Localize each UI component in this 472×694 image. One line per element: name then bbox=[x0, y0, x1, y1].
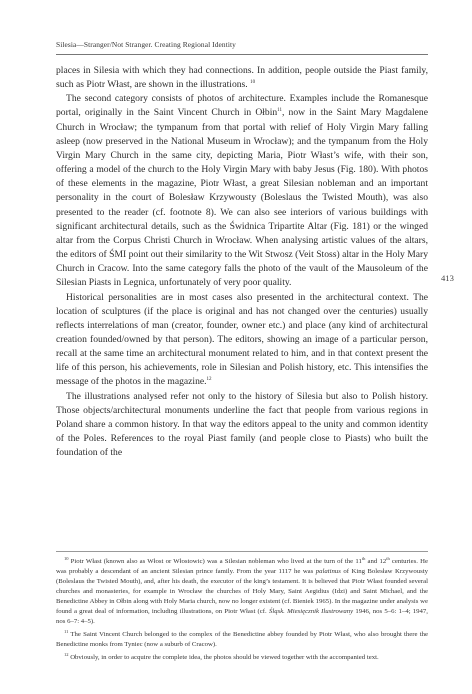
footnote-rule bbox=[56, 551, 428, 552]
italic-text: palatinus bbox=[315, 568, 341, 576]
text-run: Piotr Włast (known also as Włost or Włostowic) was a Silesian nobleman who lived at the turn of the 11 bbox=[68, 558, 362, 565]
running-header: Silesia—Stranger/Not Stranger. Creating Regional Identity bbox=[56, 40, 236, 49]
text-run: , now in the Saint Mary Magdalene Church in Wrocław; the tympanum from that portal with relief of Holy Virgin Mary falling asleep (now preserved in the National Museum in Wrocław); and the tympanum from the Holy Virgin Mary Church in the same city, depicting Maria, Piotr Włast’s wife, with their son, offering a model of the church to the Holy Virgin Mary with baby Jesus (Fig. 180). With photos of these elements in the magazine, Piotr Włast, a great Silesian nobleman and an important personality in the court of Bolesław Krzywousty (Boleslaus the Twisted Mouth), was also presented to the reader (cf. footnote 8). We can also see interiors of various buildings with significant architectural details, such as the Świdnica Tripartite Altar (Fig. 181) or the winged altar from the Corpus Christi Church in Wrocław. When analysing artistic values of the altars, the editors of ŚMI point out their similarity to the Wit Stwosz (Veit Stoss) altar in the Holy Mary Church in Cracow. Into the same category falls the photo of the vault of the Mausoleum of the Silesian Piasts in Legnica, unfortunately of very poor quality. bbox=[56, 107, 428, 289]
reference-marker: 12 bbox=[64, 652, 69, 658]
reference-marker: th bbox=[386, 555, 390, 561]
reference-marker: 12 bbox=[206, 377, 212, 383]
text-run: places in Silesia with which they had connections. In addition, people outside the Piast family, such as Piotr Włast, are shown in the illustrations. bbox=[56, 65, 428, 91]
reference-marker: 11 bbox=[277, 108, 282, 114]
body-text bbox=[56, 64, 428, 460]
reference-marker: 10 bbox=[64, 555, 69, 561]
reference-marker: 10 bbox=[250, 79, 256, 85]
paragraph bbox=[56, 92, 428, 290]
reference-marker: 11 bbox=[64, 629, 69, 635]
text-run: of King Bolesław Krzywousty (Boleslaus the Twisted Mouth), and, after his death, the executor of the king’s testament. It is believed that Piotr Włast founded several churches and monasteries, for example in Wrocław the churches of Holy Mary, Saint Aegidius (Idzi) and Saint Michael, and the Benedictine Abbey in Ołbin along with Holy Maria church, now no longer existent (cf. Bieniek 1965). In the magazine under analysis we found a great deal of information, including illustrations, on Piotr Włast (cf. bbox=[56, 568, 428, 616]
footnote bbox=[56, 630, 428, 650]
paragraph bbox=[56, 64, 428, 92]
footnote bbox=[56, 557, 428, 627]
paragraph bbox=[56, 390, 428, 461]
paragraph bbox=[56, 291, 428, 390]
text-run: The Saint Vincent Church belonged to the complex of the Benedictine abbey founded by Piotr Włast, who also brought there the Benedictine monks from Tyniec (now a suburb of Cracow). bbox=[56, 631, 428, 649]
page-number: 413 bbox=[441, 273, 454, 283]
text-run: Obviously, in order to acquire the complete idea, the photos should be viewed together with the accompanied text. bbox=[68, 654, 379, 662]
text-run: and 12 bbox=[365, 558, 387, 565]
text-run: Historical personalities are in most cases also presented in the architectural context. The location of sculptures (if the place is original and has not changed over the centuries) usually reflects interrelations of man (creator, founder, owner etc.) and place (any kind of architectural creation founded/owned by that person). The editors, showing an image of a particular person, recall at the same time an architectural monument related to him, and in that context present the life of this person, his achievements, role in Silesian and Polish history, etc. This intensifies the message of the photos in the magazine. bbox=[56, 291, 428, 388]
text-run: 1946, nos 5–6: 1–4; 1947, nos 6–7: 4–5). bbox=[56, 608, 428, 626]
footnotes bbox=[56, 557, 428, 666]
header-rule bbox=[56, 54, 428, 55]
italic-text: Śląsk. Miesięcznik Ilustrowany bbox=[268, 608, 354, 616]
text-run: The second category consists of photos of architecture. Examples include the Romanesque portal, originally in the Saint Vincent Church in Ołbin bbox=[56, 93, 428, 119]
reference-marker: th bbox=[361, 555, 366, 561]
text-run: The illustrations analysed refer not only to the history of Silesia but also to Polish history. Those objects/architectural monuments underline the fact that people from various regions in Poland share a common history. In that way the editors appeal to the unity and common identity of the Poles. References to the royal Piast family (and people close to Piasts) who built the foundation of the bbox=[56, 390, 428, 459]
text-run: centuries. He was probably a descendant of an ancient Silesian prince family. From the year 1117 he was bbox=[56, 558, 429, 576]
footnote bbox=[56, 653, 428, 663]
